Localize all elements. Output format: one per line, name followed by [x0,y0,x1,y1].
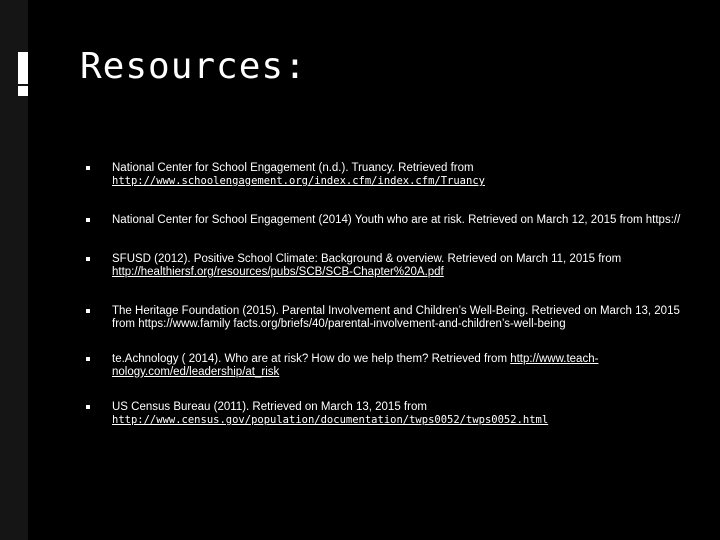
bullet-icon [86,257,90,261]
bullet-icon [86,405,90,409]
reference-item [82,353,682,379]
references-list [82,162,682,427]
reference-text: SFUSD (2012). Positive School Climate: Background & overview. Retrieved on March 11, 2015 from [112,253,622,265]
accent-square [18,86,28,96]
reference-item [82,401,682,427]
reference-link[interactable]: http://www.census.gov/population/documentation/twps0052/twps0052.html [112,414,549,426]
bullet-icon [86,218,90,222]
bullet-icon [86,166,90,170]
reference-link[interactable]: http://www.schoolengagement.org/index.cfm/index.cfm/Truancy [112,175,485,187]
reference-link[interactable]: http://healthiersf.org/resources/pubs/SCB/SCB-Chapter%20A.pdf [112,266,444,278]
reference-text: te.Achnology ( 2014). Who are at risk? How do we help them? Retrieved from [112,353,511,365]
reference-text: National Center for School Engagement (n.d.). Truancy. Retrieved from [112,162,474,174]
reference-item [82,253,682,279]
bullet-icon [86,357,90,361]
slide-title: Resources: [80,46,307,87]
accent-bar [18,52,28,84]
reference-item [82,162,682,188]
reference-link[interactable]: http://www.teach-nology.com/ed/leadership/at_risk [112,353,599,378]
reference-text: The Heritage Foundation (2015). Parental Involvement and Children’s Well-Being. Retrieved on March 13, 2015 from https://www.family facts.org/briefs/40/parental-involvement-and-children’s-well-being [112,305,680,330]
reference-text: US Census Bureau (2011). Retrieved on March 13, 2015 from [112,401,427,413]
bullet-icon [86,309,90,313]
reference-item [82,214,682,227]
reference-text: National Center for School Engagement (2014) Youth who are at risk. Retrieved on March 12, 2015 from https:// [112,214,681,226]
reference-item [82,305,682,331]
